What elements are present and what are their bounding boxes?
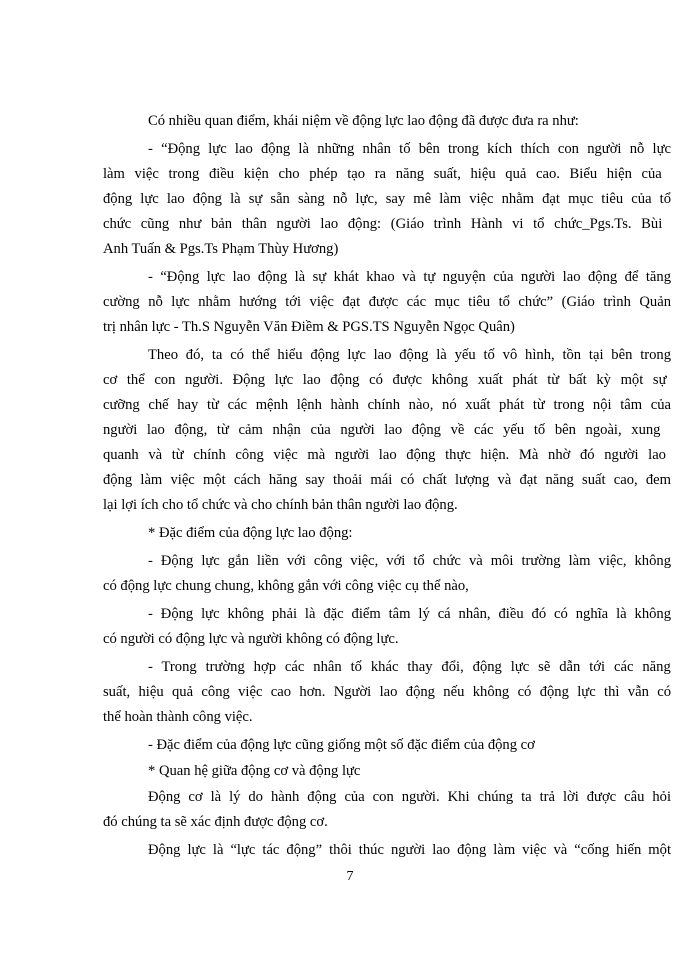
text-line-content: Anh Tuấn & Pgs.Ts Phạm Thùy Hương) [103, 241, 339, 257]
text-line-content: Có nhiều quan điểm, khái niệm về động lực lao động đã được đưa ra như: [148, 113, 579, 129]
text-line-content: lại lợi ích cho tổ chức và cho chính bản thân người lao động. [103, 497, 458, 513]
text-line-content: cường nỗ lực nhằm hướng tới việc đạt được các mục tiêu tổ chức” (Giáo trình Quản [103, 294, 671, 310]
text-line-content: - “Động lực lao động là sự khát khao và tự nguyện của người lao động để tăng [148, 269, 671, 285]
text-line-content: động làm việc một cách hăng say thoải mái có chất lượng và đạt năng suất cao, đem [103, 472, 671, 488]
text-line-content: động lực lao động là sự sẵn sàng nỗ lực, say mê làm việc nhằm đạt mục tiêu của tổ [103, 191, 671, 207]
text-line-content: đó chúng ta sẽ xác định được động cơ. [103, 814, 328, 830]
text-line-content: có động lực chung chung, không gắn với công việc cụ thể nào, [103, 578, 469, 594]
text-line-content: trị nhân lực - Th.S Nguyễn Văn Điềm & PGS.TS Nguyễn Ngọc Quân) [103, 319, 515, 335]
text-line-content: suất, hiệu quả công việc cao hơn. Người lao động nếu không có động lực thì vẫn có [103, 684, 671, 700]
text-line-content: có người có động lực và người không có động lực. [103, 631, 399, 647]
text-line-content: cơ thể con người. Động lực lao động có được không xuất phát từ bất kỳ một sự [103, 372, 667, 388]
text-line-content: chức cũng như bản thân người lao động: (Giáo trình Hành vi tổ chức_Pgs.Ts. Bùi [103, 216, 663, 232]
text-line-content: - Động lực gắn liền với công việc, với tổ chức và môi trường làm việc, không [148, 553, 671, 569]
page-number: 7 [346, 869, 354, 884]
text-line-content: làm việc trong điều kiện cho phép tạo ra năng suất, hiệu quả cao. Biểu hiện của [103, 166, 662, 182]
text-line-content: thể hoàn thành công việc. [103, 709, 253, 725]
text-line-content: Theo đó, ta có thể hiểu động lực lao động là yếu tố vô hình, tồn tại bên trong [148, 347, 671, 363]
text-line-content: - Đặc điểm của động lực cũng giống một số đặc điểm của động cơ [148, 737, 535, 753]
text-line-content: - Trong trường hợp các nhân tố khác thay đổi, động lực sẽ dẫn tới các năng [148, 659, 671, 675]
text-line-content: - Động lực không phải là đặc điểm tâm lý cá nhân, điều đó có nghĩa là không [148, 606, 671, 622]
text-line-content: Động lực là “lực tác động” thôi thúc người lao động làm việc và “cống hiến một [148, 842, 671, 858]
text-line-content: * Đặc điểm của động lực lao động: [148, 525, 353, 541]
text-line-content: * Quan hệ giữa động cơ và động lực [148, 763, 361, 779]
text-line-content: Động cơ là lý do hành động của con người. Khi chúng ta trả lời được câu hỏi [148, 789, 671, 805]
text-line-content: người lao động, từ cảm nhận của người lao động về các yếu tố bên ngoài, xung [103, 422, 661, 438]
text-line-content: quanh và từ chính công việc mà người lao động thực hiện. Mà nhờ đó người lao [103, 447, 666, 463]
text-line-content: - “Động lực lao động là những nhân tố bên trong kích thích con người nỗ lực [148, 141, 671, 157]
text-line-content: cưỡng chế hay từ các mệnh lệnh hành chính nào, nó xuất phát từ trong nội tâm của [103, 397, 671, 413]
